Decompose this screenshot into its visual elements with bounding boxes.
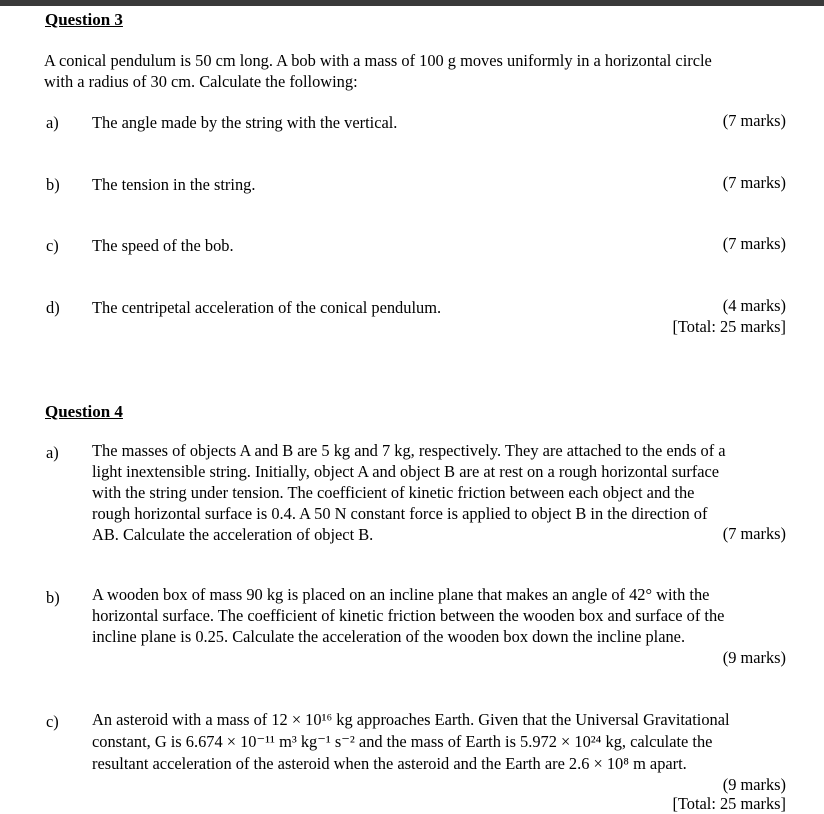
q4-part-b-marks: (9 marks) xyxy=(722,648,786,667)
q4-part-b-line-3: incline plane is 0.25. Calculate the acceleration of the wooden box down the incline plane. xyxy=(92,627,686,646)
q4-part-a-line-4: rough horizontal surface is 0.4. A 50 N constant force is applied to object B in the direction of xyxy=(92,504,708,523)
q3-part-a-text: The angle made by the string with the vertical. xyxy=(92,113,398,132)
q4-part-a-label: a) xyxy=(46,443,59,462)
q4-part-c-line-2: constant, G is 6.674 × 10⁻¹¹ m³ kg⁻¹ s⁻² and the mass of Earth is 5.972 × 10²⁴ kg, calculate the xyxy=(92,732,713,751)
q4-part-b-line-2: horizontal surface. The coefficient of kinetic friction between the wooden box and surface of the xyxy=(92,606,725,625)
q4-part-a-line-3: with the string under tension. The coefficient of kinetic friction between each object and the xyxy=(92,483,695,502)
question-3-intro-line-1: A conical pendulum is 50 cm long. A bob with a mass of 100 g moves uniformly in a horizontal circle xyxy=(44,51,712,70)
q4-part-a-line-1: The masses of objects A and B are 5 kg and 7 kg, respectively. They are attached to the ends of a xyxy=(92,441,726,460)
q4-part-c-marks: (9 marks) xyxy=(722,775,786,794)
question-4-heading: Question 4 xyxy=(45,402,123,421)
question-3-heading: Question 3 xyxy=(45,10,123,29)
q3-part-c-label: c) xyxy=(46,236,59,255)
q4-part-c-line-3: resultant acceleration of the asteroid when the asteroid and the Earth are 2.6 × 10⁸ m apart. xyxy=(92,754,687,773)
q4-part-a-marks: (7 marks) xyxy=(722,524,786,543)
q4-total-marks: [Total: 25 marks] xyxy=(672,794,786,813)
q3-part-c-marks: (7 marks) xyxy=(722,234,786,253)
q3-part-d-marks: (4 marks) xyxy=(722,296,786,315)
q4-part-c-label: c) xyxy=(46,712,59,731)
q3-part-b-marks: (7 marks) xyxy=(722,173,786,192)
q4-part-c-line-1: An asteroid with a mass of 12 × 10¹⁶ kg approaches Earth. Given that the Universal Gravitational xyxy=(92,710,730,729)
question-3-intro-line-2: with a radius of 30 cm. Calculate the following: xyxy=(44,72,358,91)
q4-part-b-label: b) xyxy=(46,588,60,607)
q4-part-a-line-5: AB. Calculate the acceleration of object B. xyxy=(92,525,374,544)
q3-part-a-label: a) xyxy=(46,113,59,132)
q4-part-b-line-1: A wooden box of mass 90 kg is placed on an incline plane that makes an angle of 42° with the xyxy=(92,585,710,604)
q3-part-a-marks: (7 marks) xyxy=(722,111,786,130)
q3-total-marks: [Total: 25 marks] xyxy=(672,317,786,336)
q3-part-c-text: The speed of the bob. xyxy=(92,236,234,255)
q3-part-d-text: The centripetal acceleration of the conical pendulum. xyxy=(92,298,442,317)
window-top-bar xyxy=(0,0,824,6)
q3-part-b-label: b) xyxy=(46,175,60,194)
q3-part-b-text: The tension in the string. xyxy=(92,175,256,194)
q3-part-d-label: d) xyxy=(46,298,60,317)
q4-part-a-line-2: light inextensible string. Initially, object A and object B are at rest on a rough horizontal surface xyxy=(92,462,720,481)
